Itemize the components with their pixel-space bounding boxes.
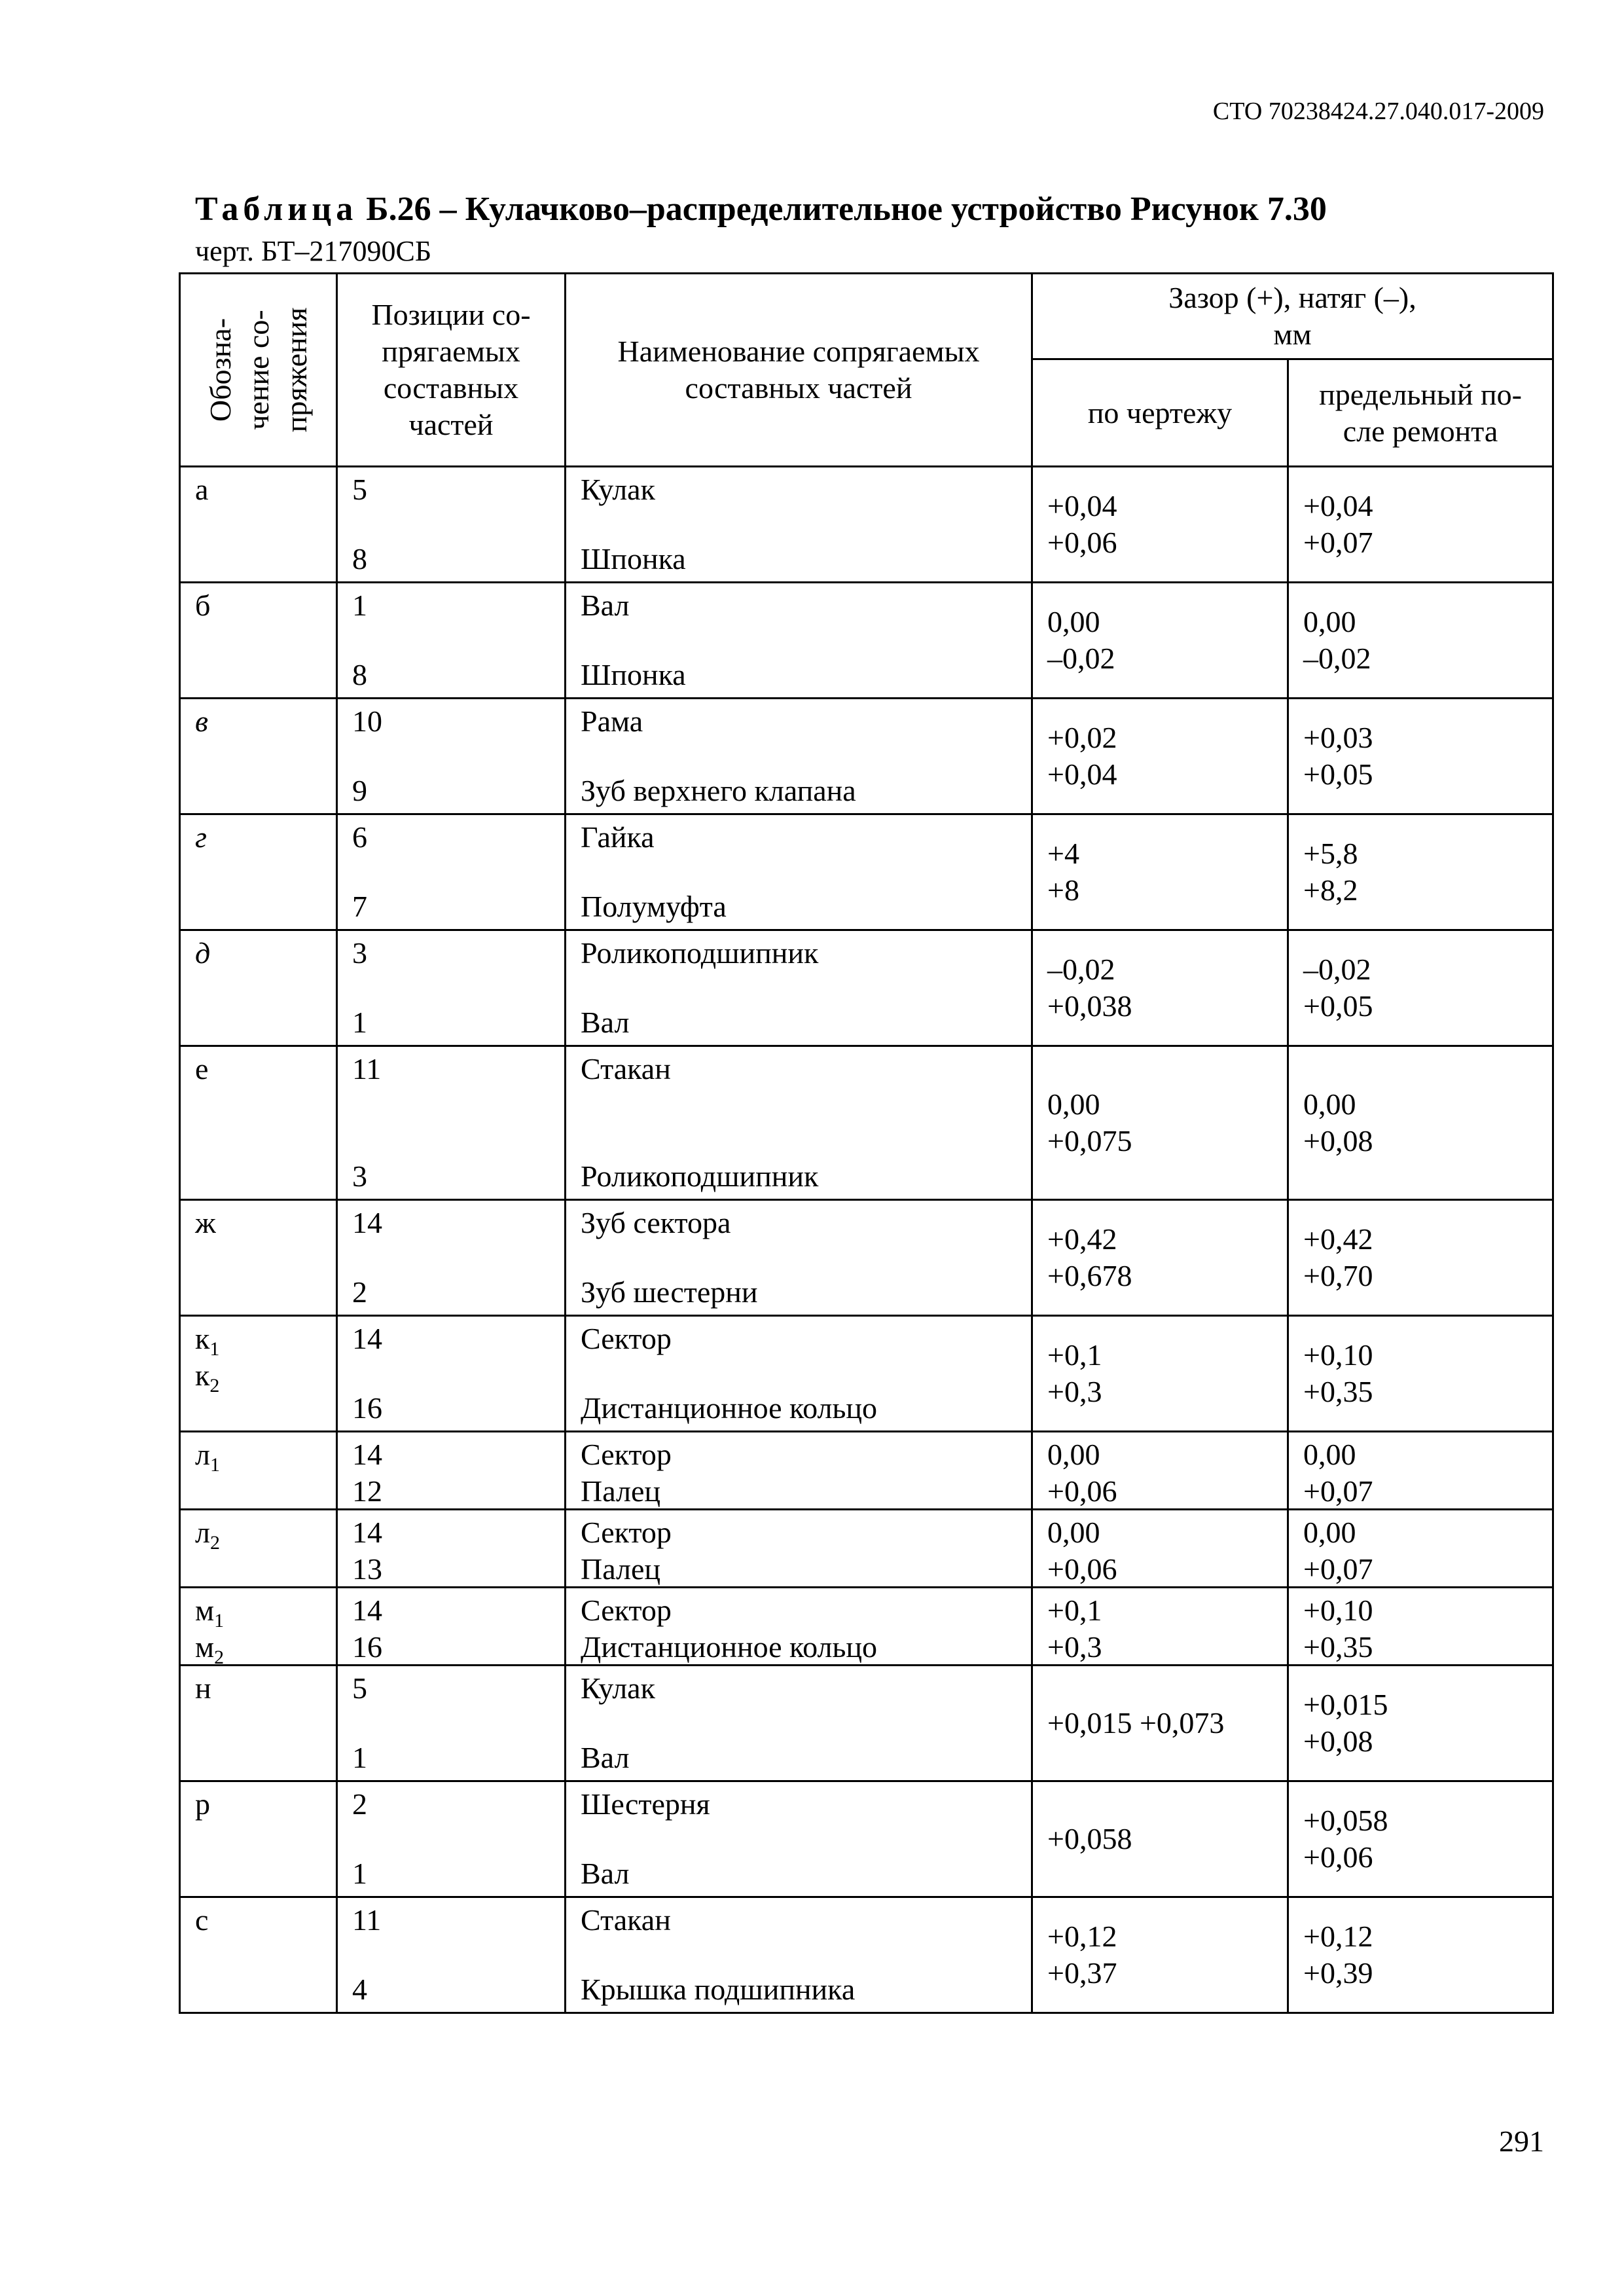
table-row <box>180 814 1553 930</box>
cell-limit-line2: +0,05 <box>1303 989 1373 1023</box>
table-title-lead: Таблица <box>195 191 358 228</box>
cell-positions-line2: 7 <box>352 890 367 923</box>
cell-by-drawing-line1: 0,00 <box>1047 1438 1100 1471</box>
cell-limit <box>1288 1316 1553 1432</box>
column-header-positions: Позиции со- прягаемых составных частей <box>337 274 566 467</box>
cell-limit-line1: +5,8 <box>1303 837 1358 870</box>
table-row <box>180 583 1553 699</box>
cell-positions <box>337 1200 566 1316</box>
cell-by-drawing-line2: +0,04 <box>1047 757 1117 791</box>
cell-part-names-line2: Вал <box>581 1006 630 1039</box>
cell-by-drawing-line1: +0,42 <box>1047 1222 1117 1256</box>
cell-part-names-line2: Вал <box>581 1857 630 1890</box>
cell-by-drawing-line1: 0,00 <box>1047 1087 1100 1121</box>
cell-designation <box>180 1316 337 1432</box>
cell-part-names <box>566 1316 1032 1432</box>
designation-line1 <box>195 1514 321 1554</box>
cell-by-drawing-line1: +0,1 <box>1047 1338 1102 1372</box>
cell-part-names-line1: Сектор <box>581 1594 672 1627</box>
cell-part-names-line1: Роликоподшипник <box>581 936 819 970</box>
designation-header-line1: Обозна- <box>203 318 237 422</box>
cell-designation <box>180 1781 337 1897</box>
cell-part-names <box>566 1666 1032 1781</box>
cell-by-drawing <box>1032 1200 1288 1316</box>
cell-positions <box>337 1666 566 1781</box>
cell-limit-line1: +0,12 <box>1303 1920 1373 1953</box>
designation-line1 <box>195 1436 321 1476</box>
cell-limit <box>1288 1200 1553 1316</box>
cell-positions-line2: 1 <box>352 1006 367 1039</box>
cell-by-drawing <box>1032 1666 1288 1781</box>
cell-limit-line2: +0,07 <box>1303 1552 1373 1586</box>
cell-by-drawing-line1: +0,015 +0,073 <box>1047 1706 1225 1740</box>
designation-letter: л <box>195 1438 210 1471</box>
table-row <box>180 1897 1553 2013</box>
designation-subscript: 1 <box>209 1454 220 1476</box>
cell-limit-line1: +0,058 <box>1303 1804 1388 1837</box>
cell-limit-line1: 0,00 <box>1303 1438 1356 1471</box>
table-row <box>180 467 1553 583</box>
cell-part-names-line2: Вал <box>581 1741 630 1774</box>
cell-limit <box>1288 1588 1553 1666</box>
cell-part-names <box>566 1432 1032 1510</box>
cell-part-names-line1: Кулак <box>581 473 655 506</box>
designation-letter: в <box>195 704 208 738</box>
cell-positions-line2: 4 <box>352 1973 367 2006</box>
cell-part-names <box>566 699 1032 814</box>
cell-positions <box>337 1781 566 1897</box>
designation-line1 <box>195 935 321 972</box>
cell-limit-line2: –0,02 <box>1303 642 1371 675</box>
cell-by-drawing-line1: +0,04 <box>1047 489 1117 522</box>
table-row <box>180 1588 1553 1666</box>
designation-letter: м <box>195 1630 215 1664</box>
cell-by-drawing <box>1032 814 1288 930</box>
cell-by-drawing <box>1032 1432 1288 1510</box>
cell-limit-line2: +0,06 <box>1303 1840 1373 1874</box>
designation-header-line2: чение со- <box>241 310 275 430</box>
cell-positions-line1: 14 <box>352 1516 382 1549</box>
cell-part-names-line1: Зуб сектора <box>581 1206 731 1239</box>
cell-part-names <box>566 1046 1032 1200</box>
cell-positions-line2: 1 <box>352 1857 367 1890</box>
designation-letter: б <box>195 589 211 622</box>
cell-limit-line2: +8,2 <box>1303 873 1358 907</box>
designation-subscript: 1 <box>214 1610 225 1632</box>
cell-positions <box>337 930 566 1046</box>
cell-limit <box>1288 1046 1553 1200</box>
cell-by-drawing-line1: –0,02 <box>1047 953 1115 986</box>
table-row <box>180 1316 1553 1432</box>
cell-part-names <box>566 1200 1032 1316</box>
cell-part-names-line1: Сектор <box>581 1322 672 1355</box>
cell-part-names-line1: Стакан <box>581 1052 671 1085</box>
designation-subscript: 2 <box>209 1375 220 1397</box>
designation-letter: г <box>195 820 207 854</box>
cell-by-drawing-line1: 0,00 <box>1047 1516 1100 1549</box>
table-row <box>180 1781 1553 1897</box>
cell-limit-line1: +0,03 <box>1303 721 1373 754</box>
cell-part-names <box>566 1510 1032 1588</box>
cell-part-names-line2: Палец <box>581 1474 661 1508</box>
table-title-text: Б.26 – Кулачково–распределительное устройство Рисунок 7.30 <box>357 191 1327 228</box>
cell-positions-line2: 8 <box>352 542 367 575</box>
designation-line1 <box>195 587 321 624</box>
cell-limit-line1: –0,02 <box>1303 953 1371 986</box>
designation-line1 <box>195 1205 321 1241</box>
cell-by-drawing <box>1032 1316 1288 1432</box>
cell-positions-line1: 14 <box>352 1322 382 1355</box>
cell-limit-line2: +0,08 <box>1303 1724 1373 1758</box>
designation-letter: р <box>195 1787 210 1821</box>
cell-limit-line2: +0,08 <box>1303 1124 1373 1157</box>
cell-by-drawing-line2: +0,06 <box>1047 1474 1117 1508</box>
cell-limit-line1: +0,015 <box>1303 1688 1388 1721</box>
cell-positions-line1: 14 <box>352 1438 382 1471</box>
cell-positions-line1: 3 <box>352 936 367 970</box>
cell-limit-line2: +0,70 <box>1303 1259 1373 1292</box>
cell-part-names-line2: Крышка подшипника <box>581 1973 856 2006</box>
cell-part-names-line1: Стакан <box>581 1903 671 1937</box>
cell-designation <box>180 1200 337 1316</box>
table-row <box>180 1200 1553 1316</box>
cell-by-drawing-line2: –0,02 <box>1047 642 1115 675</box>
cell-by-drawing-line2: +0,075 <box>1047 1124 1132 1157</box>
cell-limit-line2: +0,07 <box>1303 526 1373 559</box>
cell-limit <box>1288 699 1553 814</box>
cell-by-drawing-line2: +8 <box>1047 873 1079 907</box>
cell-limit-line2: +0,39 <box>1303 1956 1373 1990</box>
cell-positions-line1: 10 <box>352 704 382 738</box>
designation-line1 <box>195 819 321 856</box>
cell-positions-line1: 1 <box>352 589 367 622</box>
cell-by-drawing-line1: 0,00 <box>1047 605 1100 638</box>
cell-positions-line2: 12 <box>352 1474 382 1508</box>
designation-letter: а <box>195 473 209 506</box>
cell-positions-line1: 5 <box>352 1671 367 1705</box>
designation-letter: ж <box>195 1206 216 1239</box>
cell-positions-line1: 11 <box>352 1052 382 1085</box>
cell-part-names-line2: Шпонка <box>581 658 686 691</box>
cell-positions <box>337 1897 566 2013</box>
designation-letter: н <box>195 1671 211 1705</box>
designation-letter: с <box>195 1903 209 1937</box>
cell-part-names <box>566 1588 1032 1666</box>
cell-positions <box>337 1432 566 1510</box>
table-row <box>180 1046 1553 1200</box>
designation-letter: к <box>195 1322 210 1355</box>
cell-part-names-line2: Дистанционное кольцо <box>581 1391 878 1425</box>
designation-letter: л <box>195 1516 210 1549</box>
cell-part-names-line1: Сектор <box>581 1438 672 1471</box>
cell-by-drawing-line1: +4 <box>1047 837 1079 870</box>
cell-limit-line1: +0,10 <box>1303 1594 1373 1627</box>
cell-positions-line1: 11 <box>352 1903 382 1937</box>
cell-part-names-line2: Роликоподшипник <box>581 1159 819 1193</box>
cell-part-names-line2: Зуб шестерни <box>581 1275 758 1309</box>
cell-by-drawing-line2: +0,06 <box>1047 1552 1117 1586</box>
table-row <box>180 1510 1553 1588</box>
cell-designation <box>180 1897 337 2013</box>
cell-positions-line2: 8 <box>352 658 367 691</box>
cell-limit <box>1288 467 1553 583</box>
cell-positions <box>337 1588 566 1666</box>
cell-positions <box>337 1046 566 1200</box>
designation-line2 <box>195 1357 321 1397</box>
cell-part-names <box>566 1897 1032 2013</box>
cell-part-names <box>566 467 1032 583</box>
cell-by-drawing <box>1032 1510 1288 1588</box>
cell-part-names <box>566 814 1032 930</box>
table-row <box>180 1666 1553 1781</box>
table-row <box>180 699 1553 814</box>
table-row <box>180 1432 1553 1510</box>
designation-letter: е <box>195 1052 209 1085</box>
designation-line2 <box>195 1629 321 1669</box>
cell-limit-line1: 0,00 <box>1303 605 1356 638</box>
cell-designation <box>180 1666 337 1781</box>
cell-positions-line1: 14 <box>352 1594 382 1627</box>
cell-by-drawing <box>1032 1046 1288 1200</box>
cell-limit <box>1288 1666 1553 1781</box>
cell-by-drawing-line2: +0,3 <box>1047 1630 1102 1664</box>
cell-by-drawing-line2: +0,3 <box>1047 1375 1102 1408</box>
cell-limit-line1: +0,42 <box>1303 1222 1373 1256</box>
cell-designation <box>180 583 337 699</box>
cell-positions-line2: 16 <box>352 1391 382 1425</box>
cell-by-drawing-line1: +0,02 <box>1047 721 1117 754</box>
cell-part-names-line2: Зуб верхнего клапана <box>581 774 856 807</box>
cell-designation <box>180 1046 337 1200</box>
cell-positions <box>337 583 566 699</box>
cell-part-names-line1: Вал <box>581 589 630 622</box>
cell-limit-line1: 0,00 <box>1303 1087 1356 1121</box>
cell-positions-line1: 2 <box>352 1787 367 1821</box>
cell-limit-line2: +0,07 <box>1303 1474 1373 1508</box>
designation-line1 <box>195 1786 321 1823</box>
cell-part-names-line1: Рама <box>581 704 643 738</box>
cell-limit-line2: +0,35 <box>1303 1375 1373 1408</box>
designation-subscript: 1 <box>209 1338 220 1360</box>
designation-letter: д <box>195 936 211 970</box>
cell-part-names-line1: Кулак <box>581 1671 655 1705</box>
cell-limit <box>1288 930 1553 1046</box>
cell-limit <box>1288 583 1553 699</box>
cell-part-names-line1: Гайка <box>581 820 655 854</box>
cell-part-names <box>566 583 1032 699</box>
cell-limit <box>1288 1897 1553 2013</box>
column-header-designation <box>180 274 337 467</box>
cell-designation <box>180 1432 337 1510</box>
cell-positions <box>337 1316 566 1432</box>
cell-limit <box>1288 1781 1553 1897</box>
cell-part-names-line2: Шпонка <box>581 542 686 575</box>
designation-line1 <box>195 1902 321 1939</box>
cell-positions-line2: 1 <box>352 1741 367 1774</box>
cell-designation <box>180 1510 337 1588</box>
cell-positions <box>337 814 566 930</box>
cell-positions <box>337 1510 566 1588</box>
cell-by-drawing <box>1032 583 1288 699</box>
cell-limit-line1: +0,04 <box>1303 489 1373 522</box>
cell-limit <box>1288 1432 1553 1510</box>
column-header-by-drawing: по чертежу <box>1032 359 1288 467</box>
cell-part-names-line2: Дистанционное кольцо <box>581 1630 878 1664</box>
drawing-reference: черт. БТ–217090СБ <box>195 235 432 267</box>
cell-limit <box>1288 1510 1553 1588</box>
cell-positions-line2: 2 <box>352 1275 367 1309</box>
cell-designation <box>180 1588 337 1669</box>
cell-by-drawing-line2: +0,038 <box>1047 989 1132 1023</box>
designation-header-line3: пряжения <box>279 307 313 433</box>
designation-letter: м <box>195 1594 215 1627</box>
table-title <box>195 190 1327 228</box>
cell-positions-line2: 16 <box>352 1630 382 1664</box>
cell-designation <box>180 814 337 930</box>
column-header-gap: Зазор (+), натяг (–), мм <box>1032 274 1553 359</box>
cell-designation <box>180 467 337 583</box>
cell-positions <box>337 699 566 814</box>
cell-by-drawing <box>1032 1588 1288 1666</box>
cell-part-names-line1: Сектор <box>581 1516 672 1549</box>
cell-by-drawing <box>1032 467 1288 583</box>
cell-by-drawing-line2: +0,06 <box>1047 526 1117 559</box>
designation-line1 <box>195 471 321 508</box>
designation-line1 <box>195 703 321 740</box>
cell-part-names <box>566 1781 1032 1897</box>
cell-part-names-line1: Шестерня <box>581 1787 710 1821</box>
cell-positions-line2: 13 <box>352 1552 382 1586</box>
cell-by-drawing <box>1032 699 1288 814</box>
document-code: СТО 70238424.27.040.017-2009 <box>1212 98 1544 125</box>
cell-by-drawing-line2: +0,37 <box>1047 1956 1117 1990</box>
table-row <box>180 930 1553 1046</box>
cell-limit-line2: +0,05 <box>1303 757 1373 791</box>
page-number: 291 <box>1499 2124 1544 2158</box>
cell-by-drawing-line2: +0,678 <box>1047 1259 1132 1292</box>
designation-line1 <box>195 1592 321 1632</box>
designation-line1 <box>195 1321 321 1360</box>
cell-by-drawing-line1: +0,12 <box>1047 1920 1117 1953</box>
cell-by-drawing-line1: +0,1 <box>1047 1594 1102 1627</box>
designation-subscript: 2 <box>214 1647 225 1669</box>
cell-by-drawing <box>1032 1781 1288 1897</box>
cell-limit-line1: +0,10 <box>1303 1338 1373 1372</box>
cell-limit <box>1288 814 1553 930</box>
column-header-limit: предельный по- сле ремонта <box>1288 359 1553 467</box>
cell-part-names-line2: Палец <box>581 1552 661 1586</box>
cell-by-drawing <box>1032 930 1288 1046</box>
cell-positions-line2: 9 <box>352 774 367 807</box>
cell-positions-line1: 6 <box>352 820 367 854</box>
designation-letter: к <box>195 1358 210 1392</box>
designation-subscript: 2 <box>209 1532 220 1554</box>
column-header-name: Наименование сопрягаемых составных частей <box>566 274 1032 467</box>
cell-positions-line1: 5 <box>352 473 367 506</box>
designation-line1 <box>195 1051 321 1087</box>
cell-positions-line1: 14 <box>352 1206 382 1239</box>
cell-part-names-line2: Полумуфта <box>581 890 727 923</box>
mating-parts-table <box>179 272 1554 2014</box>
cell-by-drawing <box>1032 1897 1288 2013</box>
cell-designation <box>180 930 337 1046</box>
cell-positions <box>337 467 566 583</box>
cell-part-names <box>566 930 1032 1046</box>
cell-by-drawing-line1: +0,058 <box>1047 1822 1132 1855</box>
cell-limit-line1: 0,00 <box>1303 1516 1356 1549</box>
designation-line1 <box>195 1670 321 1707</box>
cell-designation <box>180 699 337 814</box>
cell-positions-line2: 3 <box>352 1159 367 1193</box>
cell-limit-line2: +0,35 <box>1303 1630 1373 1664</box>
